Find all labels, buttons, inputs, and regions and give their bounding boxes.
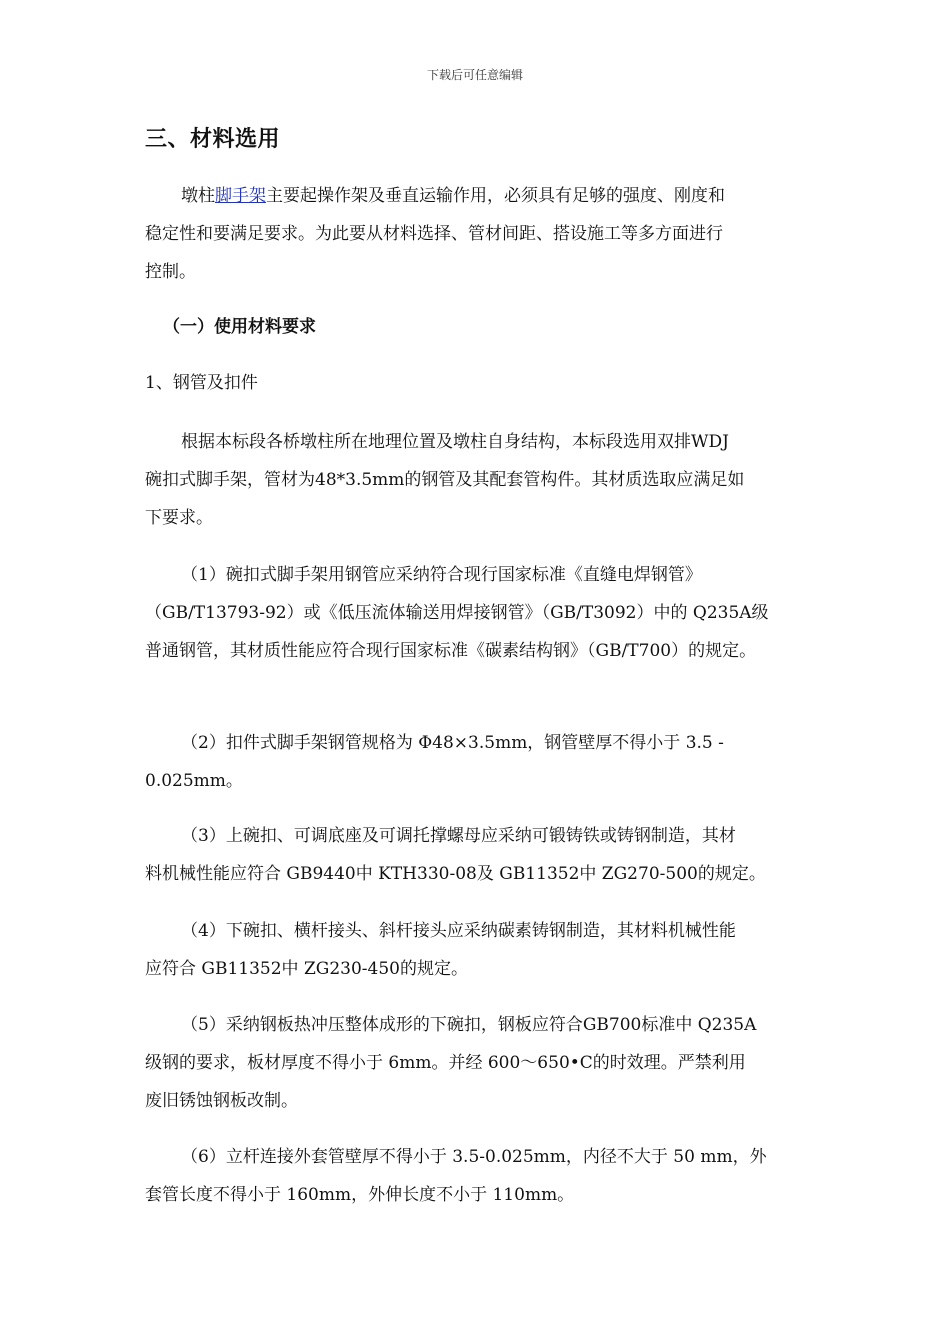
requirement-4 bbox=[145, 912, 825, 988]
requirement-1-line-1: （1）碗扣式脚手架用钢管应采纳符合现行国家标准《直缝电焊钢管》 bbox=[181, 565, 702, 585]
intro-paragraph bbox=[145, 177, 825, 291]
requirement-6-line-2: 套管长度不得小于 160mm，外伸长度不小于 110mm。 bbox=[145, 1185, 575, 1205]
requirement-1-line-3: 普通钢管，其材质性能应符合现行国家标准《碳素结构钢》（GB/T700）的规定。 bbox=[145, 641, 757, 661]
basis-line-3: 下要求。 bbox=[145, 508, 213, 528]
requirement-3-line-1: （3）上碗扣、可调底座及可调托撑螺母应采纳可锻铸铁或铸钢制造，其材 bbox=[181, 826, 736, 846]
item-title: 1、钢管及扣件 bbox=[145, 373, 258, 393]
requirement-2 bbox=[145, 724, 825, 800]
header-note: 下载后可任意编辑 bbox=[426, 68, 523, 82]
requirement-4-line-1: （4）下碗扣、横杆接头、斜杆接头应采纳碳素铸钢制造，其材料机械性能 bbox=[181, 921, 736, 941]
basis-paragraph bbox=[145, 423, 825, 537]
requirement-4-line-2: 应符合 GB11352中 ZG230-450的规定。 bbox=[145, 959, 468, 979]
requirement-2-line-1: （2）扣件式脚手架钢管规格为 Φ48×3.5mm，钢管壁厚不得小于 3.5 - bbox=[181, 733, 724, 753]
requirement-5 bbox=[145, 1006, 825, 1120]
section-title: 三、材料选用 bbox=[145, 126, 281, 152]
requirement-5-line-2: 级钢的要求，板材厚度不得小于 6mm。并经 600～650•C的时效理。严禁利用 bbox=[145, 1053, 746, 1073]
intro-line-1-pre: 墩柱 bbox=[181, 186, 215, 206]
requirement-5-line-1: （5）采纳钢板热冲压整体成形的下碗扣，钢板应符合GB700标准中 Q235A bbox=[181, 1015, 757, 1035]
requirement-6-line-1: （6）立杆连接外套管壁厚不得小于 3.5-0.025mm，内径不大于 50 mm，外 bbox=[181, 1147, 767, 1167]
requirement-2-line-2: 0.025mm。 bbox=[145, 771, 243, 791]
basis-line-2: 碗扣式脚手架，管材为48*3.5mm的钢管及其配套管构件。其材质选取应满足如 bbox=[145, 470, 745, 490]
requirement-1-line-2: （GB/T13793-92）或《低压流体输送用焊接钢管》（GB/T3092）中的 Q235A级 bbox=[145, 603, 769, 623]
requirement-3 bbox=[145, 817, 825, 893]
basis-line-1: 根据本标段各桥墩柱所在地理位置及墩柱自身结构，本标段选用双排WDJ bbox=[181, 432, 729, 452]
scaffold-link[interactable]: 脚手架 bbox=[215, 186, 266, 206]
requirement-3-line-2: 料机械性能应符合 GB9440中 KTH330-08及 GB11352中 ZG270-500的规定。 bbox=[145, 864, 766, 884]
requirement-1 bbox=[145, 556, 825, 670]
intro-line-2: 稳定性和要满足要求。为此要从材料选择、管材间距、搭设施工等多方面进行 bbox=[145, 224, 723, 244]
intro-line-1-post: 主要起操作架及垂直运输作用，必须具有足够的强度、刚度和 bbox=[266, 186, 725, 206]
requirement-5-line-3: 废旧锈蚀钢板改制。 bbox=[145, 1091, 298, 1111]
intro-line-1 bbox=[145, 177, 825, 215]
requirement-6 bbox=[145, 1138, 825, 1214]
subheading: （一）使用材料要求 bbox=[163, 317, 316, 337]
intro-line-3: 控制。 bbox=[145, 262, 196, 282]
